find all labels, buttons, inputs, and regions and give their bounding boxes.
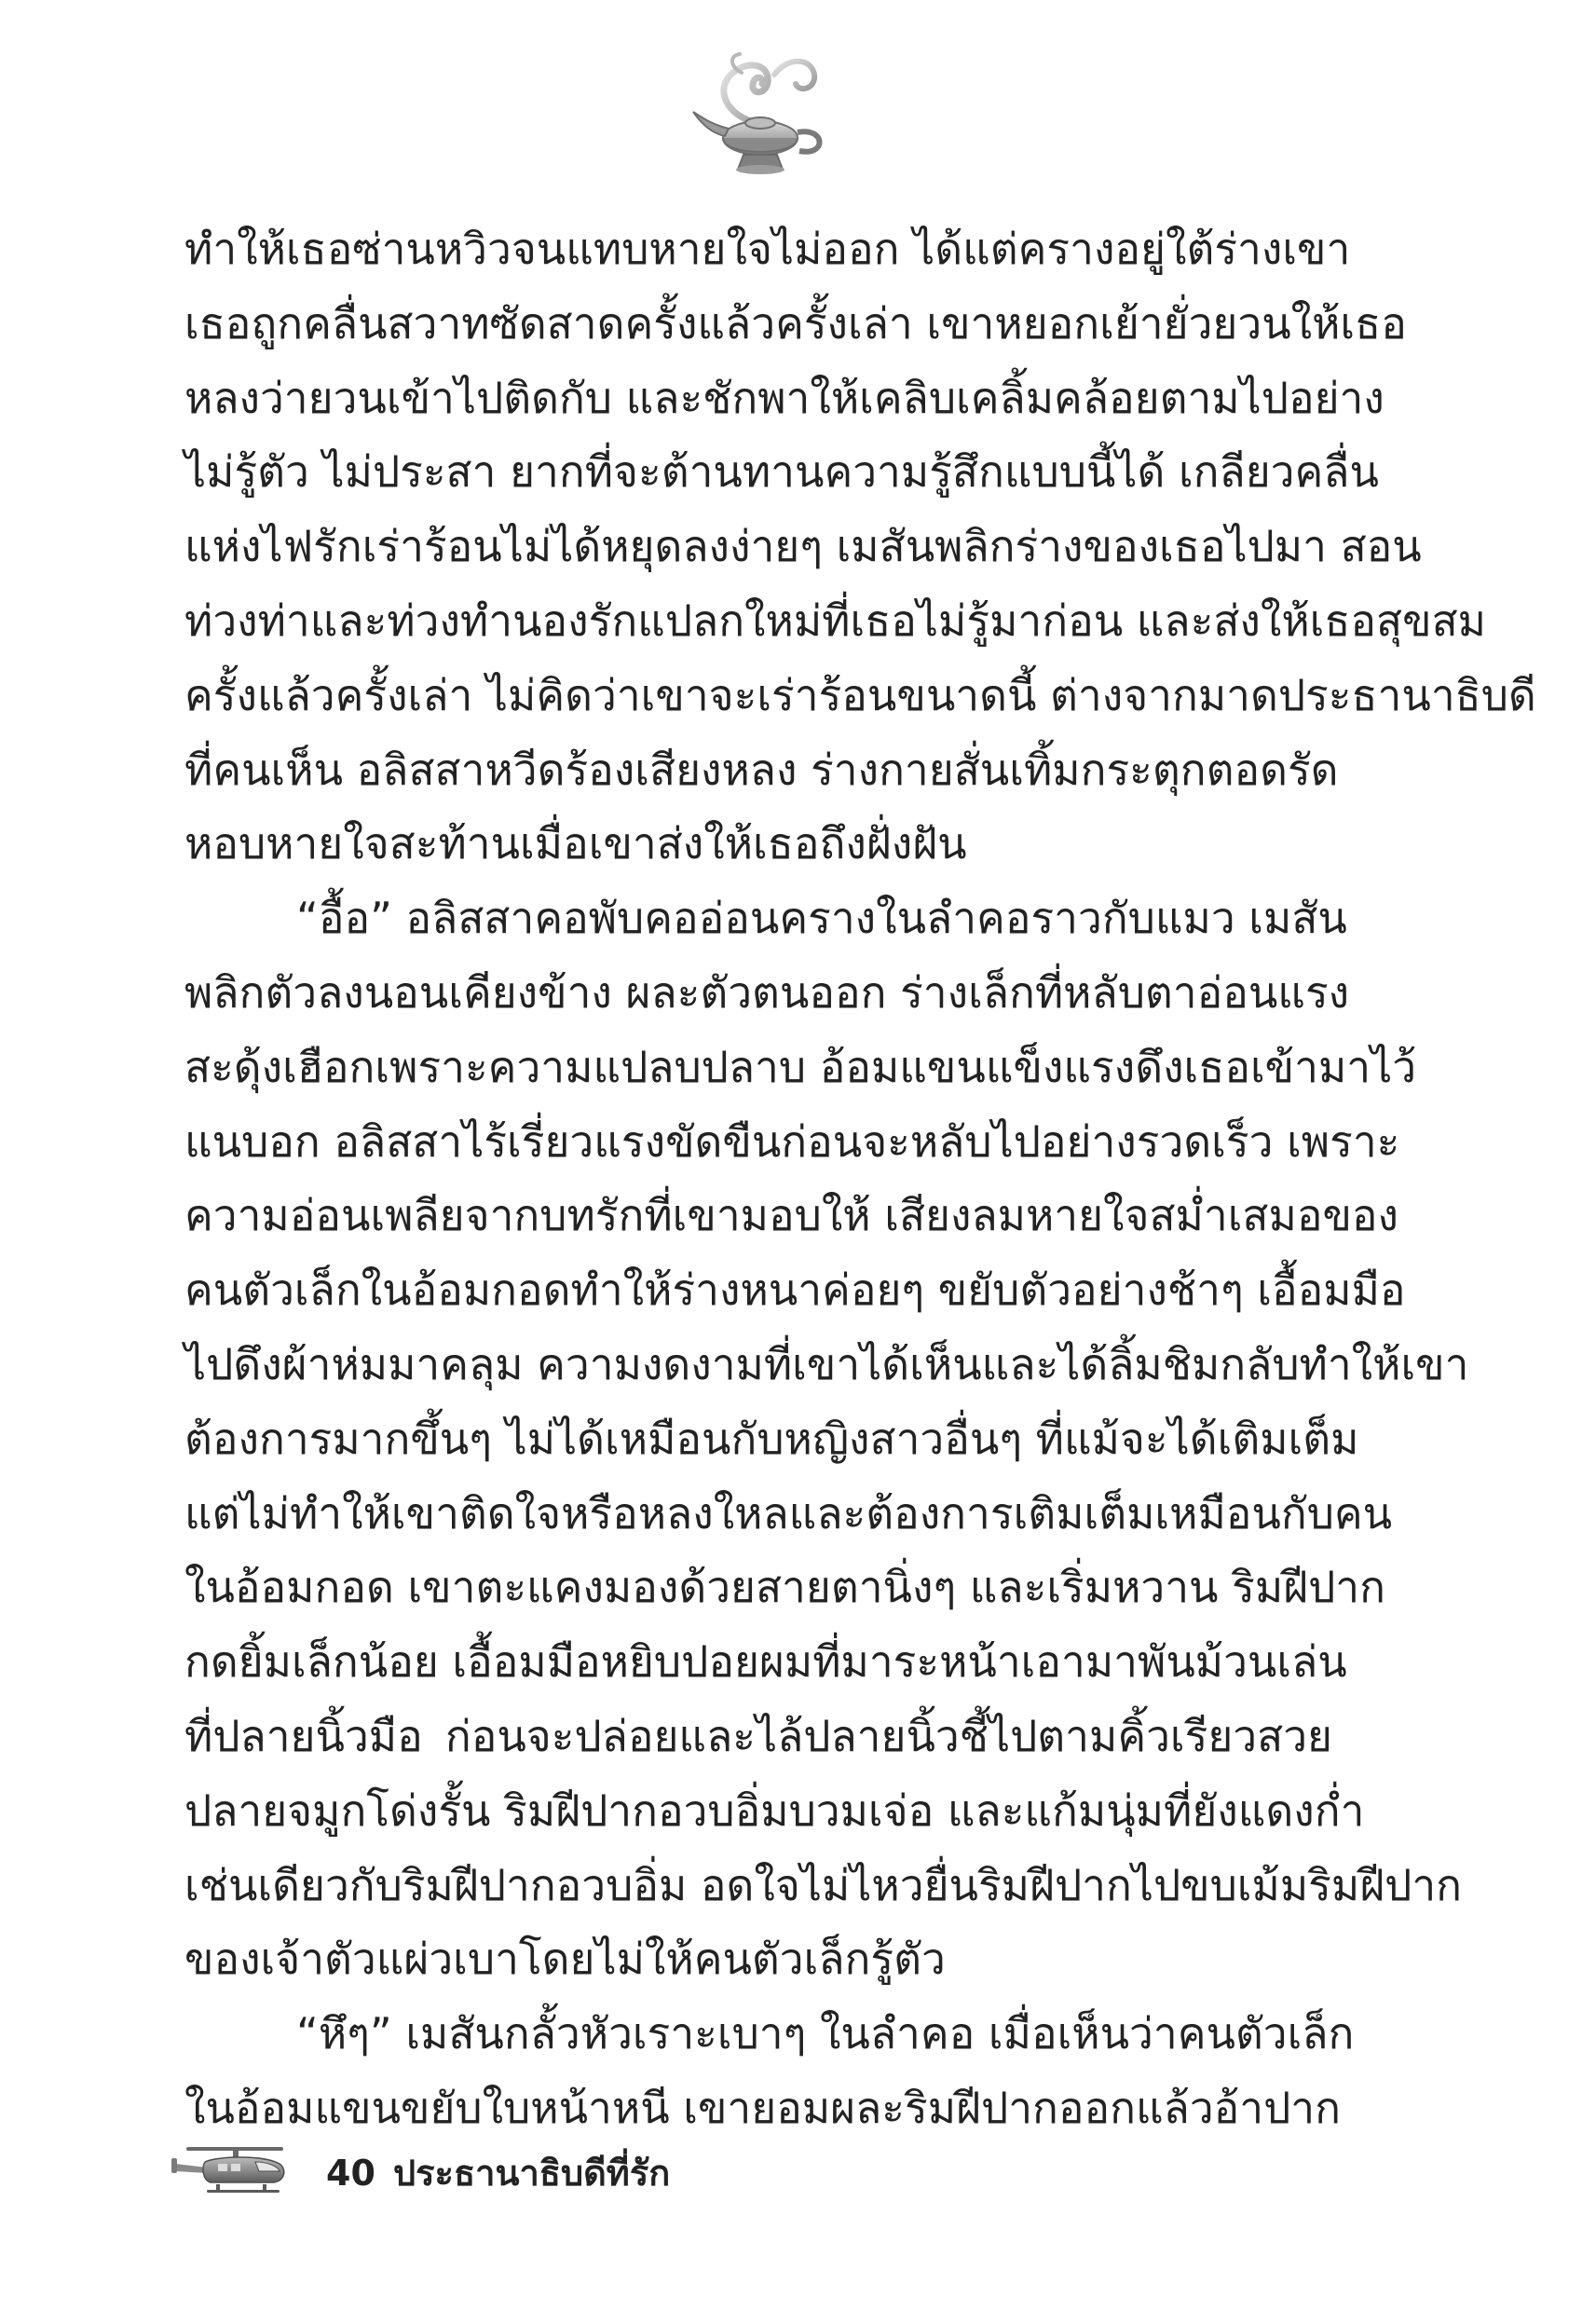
text-line: แนบอก อลิสสาไร้เรี่ยวแรงขัดขืนก่อนจะหลับไปอย่างรวดเร็ว เพราะ: [184, 1115, 1400, 1167]
text-line: ของเจ้าตัวแผ่วเบาโดยไม่ให้คนตัวเล็กรู้ตัว: [184, 1934, 946, 1985]
text-line: แต่ไม่ทำให้เขาติดใจหรือหลงใหลและต้องการเติมเต็มเหมือนกับคน: [184, 1487, 1393, 1538]
text-line: ในอ้อมแขนขยับใบหน้าหนี เขายอมผละริมฝีปากออกแล้วอ้าปาก: [184, 2082, 1341, 2133]
text-line: หอบหายใจสะท้านเมื่อเขาส่งให้เธอถึงฝั่งฝัน: [184, 818, 967, 869]
text-line: ครั้งแล้วครั้งเล่า ไม่คิดว่าเขาจะเร่าร้อนขนาดนี้ ต่างจากมาดประธานาธิบดี: [184, 669, 1536, 720]
text-line: เธอถูกคลื่นสวาทซัดสาดครั้งแล้วครั้งเล่า เขาหยอกเย้ายั่วยวนให้เธอ: [184, 297, 1407, 349]
text-line: ที่ปลายนิ้วมือ ก่อนจะปล่อยและไล้ปลายนิ้วชี้ไปตามคิ้วเรียวสวย: [184, 1710, 1332, 1761]
text-line: ความอ่อนเพลียจากบทรักที่เขามอบให้ เสียงลมหายใจสม่ำเสมอของ: [184, 1190, 1398, 1241]
text-line: ไปดึงผ้าห่มมาคลุม ความงดงามที่เขาได้เห็นและได้ลิ้มชิมกลับทำให้เขา: [184, 1338, 1469, 1389]
text-line: คนตัวเล็กในอ้อมกอดทำให้ร่างหนาค่อยๆ ขยับตัวอย่างช้าๆ เอื้อมมือ: [184, 1265, 1406, 1316]
helicopter-icon: [170, 2143, 291, 2195]
text-line: ทำให้เธอซ่านหวิวจนแทบหายใจไม่ออก ได้แต่ครางอยู่ใต้ร่างเขา: [184, 224, 1351, 274]
text-line: ต้องการมากขึ้นๆ ไม่ได้เหมือนกับหญิงสาวอื่นๆ ที่แม้จะได้เติมเต็ม: [184, 1413, 1359, 1464]
text-line: ในอ้อมกอด เขาตะแคงมองด้วยสายตานิ่งๆ และเริ่มหวาน ริมฝีปาก: [184, 1562, 1385, 1613]
text-line: หลงว่ายวนเข้าไปติดกับ และชักพาให้เคลิบเคลิ้มคล้อยตามไปอย่าง: [184, 372, 1385, 423]
text-line: พลิกตัวลงนอนเคียงข้าง ผละตัวตนออก ร่างเล็กที่หลับตาอ่อนแรง: [184, 966, 1350, 1018]
text-line: สะดุ้งเฮือกเพราะความแปลบปลาบ อ้อมแขนแข็งแรงดึงเธอเข้ามาไว้: [184, 1041, 1417, 1092]
body-text: [184, 212, 1536, 2146]
text-line: ท่วงท่าและท่วงทำนองรักแปลกใหม่ที่เธอไม่รู้มาก่อน และส่งให้เธอสุขสม: [184, 595, 1486, 646]
text-line: กดยิ้มเล็กน้อย เอื้อมมือหยิบปอยผมที่มาระหน้าเอามาพันม้วนเล่น: [184, 1636, 1347, 1688]
text-line: ที่คนเห็น อลิสสาหวีดร้องเสียงหลง ร่างกายสั่นเทิ้มกระตุกตอดรัด: [184, 744, 1339, 795]
text-line: ไม่รู้ตัว ไม่ประสา ยากที่จะต้านทานความรู้สึกแบบนี้ได้ เกลียวคลื่น: [184, 446, 1379, 498]
text-line: “หึๆ” เมสันกลั้วหัวเราะเบาๆ ในลำคอ เมื่อเห็นว่าคนตัวเล็ก: [296, 2008, 1355, 2059]
text-line: “อื้อ” อลิสสาคอพับคออ่อนครางในลำคอราวกับแมว เมสัน: [296, 893, 1347, 944]
text-line: เช่นเดียวกับริมฝีปากอวบอิ่ม อดใจไม่ไหวยื่นริมฝีปากไปขบเม้มริมฝีปาก: [184, 1859, 1463, 1910]
genie-lamp-icon: [686, 47, 835, 186]
page-footer: [170, 2143, 1008, 2208]
text-line: ปลายจมูกโด่งรั้น ริมฝีปากอวบอิ่มบวมเจ่อ และแก้มนุ่มที่ยังแดงก่ำ: [184, 1785, 1365, 1836]
page-number: 40: [326, 2153, 375, 2194]
book-title: ประธานาธิบดีที่รัก: [393, 2153, 671, 2194]
text-line: แห่งไฟรักเร่าร้อนไม่ได้หยุดลงง่ายๆ เมสันพลิกร่างของเธอไปมา สอน: [184, 521, 1422, 572]
